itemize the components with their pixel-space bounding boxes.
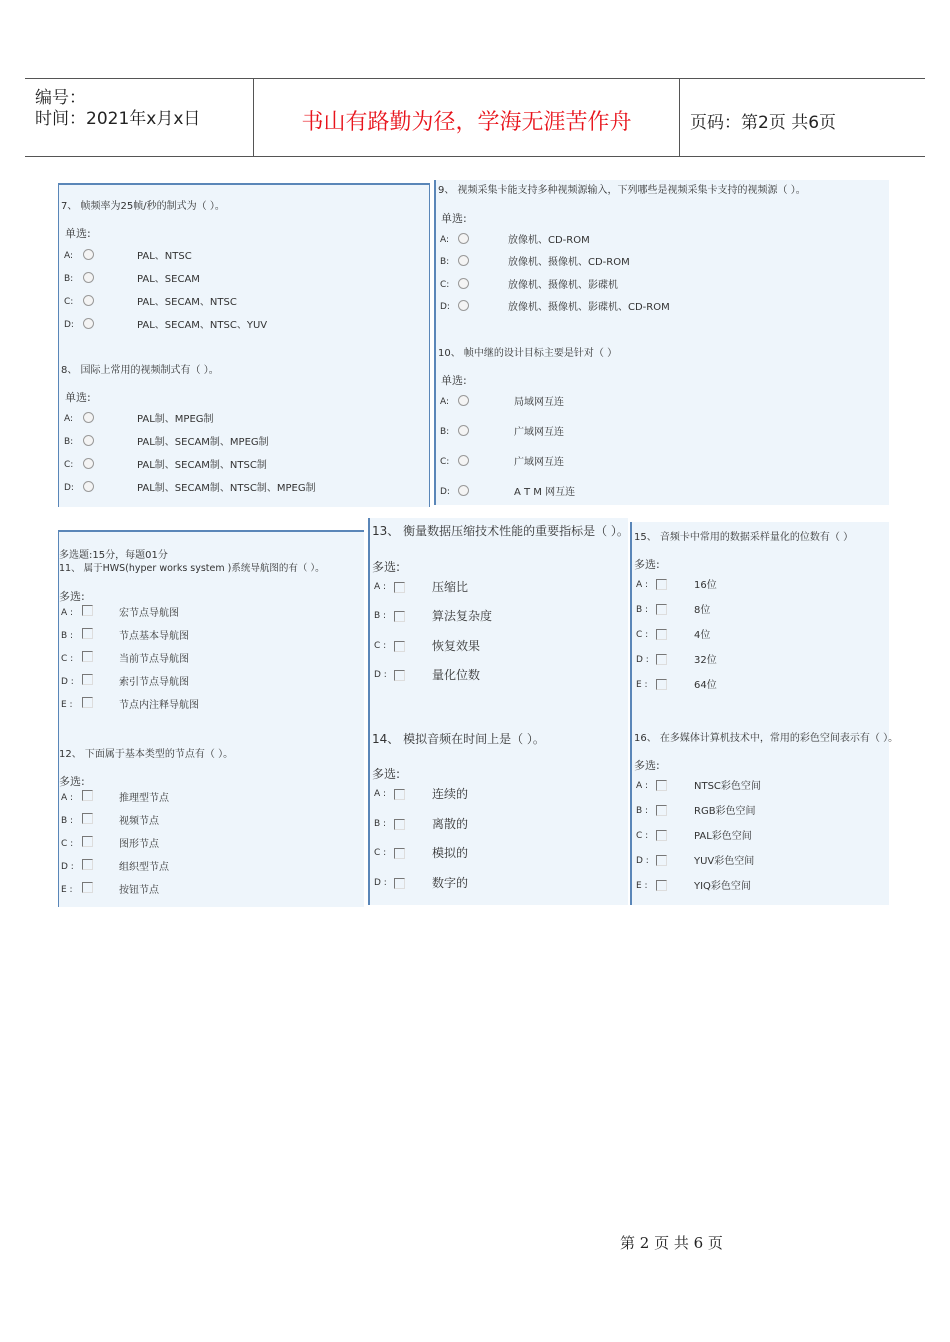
question-text: 7、 帧频率为25帧/秒的制式为（ ）。 [61, 201, 225, 212]
radio-button-icon[interactable] [458, 485, 469, 496]
option-letter: C : [61, 839, 74, 849]
option-text: A T M 网互连 [514, 487, 576, 498]
option-text: 当前节点导航图 [119, 654, 189, 665]
radio-option-b[interactable] [440, 423, 760, 439]
radio-button-icon[interactable] [83, 295, 94, 306]
checkbox-option-d[interactable] [61, 858, 321, 874]
radio-option-a[interactable] [440, 393, 760, 409]
question-text: 15、 音频卡中常用的数据采样量化的位数有（ ） [634, 532, 854, 543]
option-text: 索引节点导航图 [119, 677, 189, 688]
radio-button-icon[interactable] [458, 255, 469, 266]
radio-button-icon[interactable] [83, 458, 94, 469]
option-text: NTSC彩色空间 [694, 781, 761, 792]
option-text: PAL彩色空间 [694, 831, 752, 842]
question-type-label: 多选: [372, 560, 401, 574]
option-letter: B: [64, 274, 74, 284]
option-letter: E : [636, 881, 648, 891]
option-text: PAL制、MPEG制 [137, 414, 214, 425]
option-letter: A: [64, 414, 74, 424]
option-letter: D : [61, 862, 74, 872]
checkbox-option-d[interactable] [374, 666, 604, 682]
option-text: 64位 [694, 680, 717, 691]
question-type-label: 单选: [441, 374, 467, 387]
option-letter: D: [64, 483, 74, 493]
option-letter: A : [61, 608, 74, 618]
option-letter: E : [636, 680, 648, 690]
option-letter: C: [440, 280, 450, 290]
option-text: 离散的 [432, 817, 469, 831]
radio-option-b[interactable] [64, 270, 364, 286]
question-text: 16、 在多媒体计算机技术中，常用的彩色空间表示有（ ）。 [634, 733, 899, 744]
option-letter: B: [440, 427, 450, 437]
option-letter: D : [374, 878, 387, 888]
question-type-label: 多选: [372, 767, 401, 781]
question-text: 11、 属于HWS(hyper works system )系统导航图的有（ ）。 [59, 563, 325, 574]
checkbox-option-a[interactable] [61, 789, 321, 805]
checkbox-icon[interactable] [82, 605, 93, 616]
option-text: 8位 [694, 605, 711, 616]
page-label: 页码：第2页 共6页 [690, 113, 837, 133]
checkbox-option-c[interactable] [61, 650, 321, 666]
checkbox-option-b[interactable] [374, 607, 604, 623]
option-text: 数字的 [432, 876, 469, 890]
question-panel-q13-q14 [368, 518, 628, 905]
checkbox-icon[interactable] [394, 611, 405, 622]
radio-button-icon[interactable] [458, 455, 469, 466]
checkbox-option-d[interactable] [374, 874, 604, 890]
radio-option-c[interactable] [64, 293, 364, 309]
option-text: PAL制、SECAM制、MPEG制 [137, 437, 269, 448]
option-text: 放像机、摄像机、影碟机、CD-ROM [508, 302, 670, 313]
option-text: PAL、SECAM、NTSC [137, 297, 237, 308]
checkbox-icon[interactable] [82, 651, 93, 662]
option-text: PAL、SECAM [137, 274, 200, 285]
radio-option-a[interactable] [64, 410, 364, 426]
number-label: 编号： [35, 88, 86, 108]
radio-option-b[interactable] [440, 253, 760, 269]
radio-button-icon[interactable] [458, 395, 469, 406]
checkbox-option-c[interactable] [374, 844, 604, 860]
option-letter: D : [374, 670, 387, 680]
option-letter: B : [61, 631, 74, 641]
radio-button-icon[interactable] [83, 412, 94, 423]
checkbox-icon[interactable] [656, 805, 667, 816]
radio-option-a[interactable] [64, 247, 364, 263]
radio-button-icon[interactable] [83, 249, 94, 260]
option-letter: D: [440, 487, 450, 497]
option-text: 图形节点 [119, 839, 159, 850]
option-letter: B : [374, 611, 387, 621]
checkbox-icon[interactable] [656, 629, 667, 640]
radio-option-a[interactable] [440, 231, 760, 247]
option-text: 局域网互连 [514, 397, 564, 408]
option-letter: C: [440, 457, 450, 467]
question-text: 12、 下面属于基本类型的节点有（ ）。 [59, 749, 234, 760]
radio-option-d[interactable] [440, 298, 760, 314]
radio-button-icon[interactable] [83, 272, 94, 283]
checkbox-icon[interactable] [656, 679, 667, 690]
option-letter: D: [440, 302, 450, 312]
time-label: 时间：2021年x月x日 [35, 109, 201, 129]
option-text: 4位 [694, 630, 711, 641]
option-text: PAL制、SECAM制、NTSC制 [137, 460, 267, 471]
radio-option-b[interactable] [64, 433, 364, 449]
option-letter: B: [440, 257, 450, 267]
question-panel-q9-q10 [434, 180, 889, 505]
option-letter: E : [61, 700, 73, 710]
option-text: PAL、NTSC [137, 251, 192, 262]
radio-button-icon[interactable] [83, 435, 94, 446]
radio-button-icon[interactable] [458, 233, 469, 244]
checkbox-icon[interactable] [82, 674, 93, 685]
option-text: 16位 [694, 580, 717, 591]
option-letter: A: [64, 251, 74, 261]
question-text: 9、 视频采集卡能支持多种视频源输入，下列哪些是视频采集卡支持的视频源（ ）。 [438, 185, 806, 196]
checkbox-icon[interactable] [82, 813, 93, 824]
checkbox-option-b[interactable] [636, 601, 836, 617]
option-text: 模拟的 [432, 846, 469, 860]
question-text: 8、 国际上常用的视频制式有（ ）。 [61, 365, 219, 376]
checkbox-option-a[interactable] [61, 604, 321, 620]
option-letter: A : [61, 793, 74, 803]
checkbox-option-d[interactable] [636, 651, 836, 667]
option-text: 广域网互连 [514, 427, 564, 438]
option-letter: C: [64, 460, 74, 470]
checkbox-icon[interactable] [394, 848, 405, 859]
radio-button-icon[interactable] [458, 278, 469, 289]
checkbox-option-e[interactable] [61, 696, 321, 712]
option-text: PAL、SECAM、NTSC、YUV [137, 320, 268, 331]
document-header [25, 78, 925, 157]
checkbox-icon[interactable] [394, 582, 405, 593]
option-text: YIQ彩色空间 [694, 881, 751, 892]
option-text: 放像机、摄像机、影碟机 [508, 280, 618, 291]
checkbox-icon[interactable] [394, 789, 405, 800]
question-text: 14、 模拟音频在时间上是（ ）。 [372, 732, 545, 746]
option-letter: A : [374, 789, 387, 799]
motto: 书山有路勤为径，学海无涯苦作舟 [301, 110, 632, 135]
header-meta-cell [25, 79, 254, 156]
checkbox-option-b[interactable] [61, 812, 321, 828]
option-letter: C : [374, 641, 387, 651]
radio-option-d[interactable] [64, 479, 364, 495]
radio-button-icon[interactable] [458, 425, 469, 436]
option-text: 放像机、CD-ROM [508, 235, 590, 246]
checkbox-icon[interactable] [656, 855, 667, 866]
radio-option-c[interactable] [440, 453, 760, 469]
checkbox-option-d[interactable] [61, 673, 321, 689]
header-motto-cell [254, 79, 680, 156]
option-letter: D : [636, 856, 649, 866]
option-letter: C: [64, 297, 74, 307]
question-type-label: 多选: [634, 558, 660, 571]
question-type-label: 多选: [59, 590, 85, 603]
question-type-label: 单选: [441, 212, 467, 225]
checkbox-option-a[interactable] [636, 576, 836, 592]
option-letter: D : [636, 655, 649, 665]
checkbox-option-b[interactable] [374, 815, 604, 831]
checkbox-icon[interactable] [656, 830, 667, 841]
option-text: 推理型节点 [119, 793, 169, 804]
checkbox-option-c[interactable] [636, 827, 836, 843]
option-text: 按钮节点 [119, 885, 159, 896]
header-page-cell [680, 79, 925, 156]
option-text: 宏节点导航图 [119, 608, 179, 619]
checkbox-option-c[interactable] [374, 637, 604, 653]
radio-button-icon[interactable] [458, 300, 469, 311]
question-panel-q11-q12 [58, 530, 364, 907]
checkbox-icon[interactable] [82, 859, 93, 870]
option-letter: C : [61, 654, 74, 664]
checkbox-option-e[interactable] [636, 676, 836, 692]
option-text: 算法复杂度 [432, 609, 493, 623]
checkbox-icon[interactable] [656, 654, 667, 665]
option-text: 恢复效果 [432, 639, 481, 653]
option-letter: C : [636, 630, 649, 640]
option-text: 放像机、摄像机、CD-ROM [508, 257, 630, 268]
question-type-label: 单选: [65, 227, 91, 240]
radio-button-icon[interactable] [83, 318, 94, 329]
option-text: 节点基本导航图 [119, 631, 189, 642]
question-panel-q7-q8 [58, 183, 430, 507]
option-letter: A: [440, 235, 450, 245]
multi-choice-section-header: 多选题:15分，每题01分 [59, 550, 168, 561]
option-letter: B: [64, 437, 74, 447]
checkbox-icon[interactable] [82, 790, 93, 801]
radio-button-icon[interactable] [83, 481, 94, 492]
option-letter: A : [374, 582, 387, 592]
question-text: 10、 帧中继的设计目标主要是针对（ ） [438, 348, 618, 359]
checkbox-icon[interactable] [656, 780, 667, 791]
checkbox-option-a[interactable] [374, 785, 604, 801]
option-text: 组织型节点 [119, 862, 169, 873]
option-text: 连续的 [432, 787, 469, 801]
option-letter: D: [64, 320, 74, 330]
radio-option-d[interactable] [64, 316, 364, 332]
checkbox-option-b[interactable] [636, 802, 836, 818]
checkbox-icon[interactable] [656, 604, 667, 615]
option-letter: A: [440, 397, 450, 407]
checkbox-icon[interactable] [394, 641, 405, 652]
option-text: 视频节点 [119, 816, 159, 827]
option-letter: B : [636, 605, 649, 615]
checkbox-option-e[interactable] [636, 877, 836, 893]
question-type-label: 多选: [634, 759, 660, 772]
checkbox-option-c[interactable] [636, 626, 836, 642]
option-text: 量化位数 [432, 668, 481, 682]
option-text: 32位 [694, 655, 717, 666]
checkbox-icon[interactable] [656, 880, 667, 891]
checkbox-option-a[interactable] [636, 777, 836, 793]
option-letter: E : [61, 885, 73, 895]
option-letter: C : [636, 831, 649, 841]
option-letter: C : [374, 848, 387, 858]
radio-option-c[interactable] [64, 456, 364, 472]
option-text: RGB彩色空间 [694, 806, 756, 817]
option-letter: B : [374, 819, 387, 829]
radio-option-c[interactable] [440, 276, 760, 292]
checkbox-option-d[interactable] [636, 852, 836, 868]
checkbox-option-b[interactable] [61, 627, 321, 643]
checkbox-option-c[interactable] [61, 835, 321, 851]
checkbox-icon[interactable] [82, 836, 93, 847]
checkbox-icon[interactable] [394, 819, 405, 830]
checkbox-option-e[interactable] [61, 881, 321, 897]
option-text: 节点内注释导航图 [119, 700, 199, 711]
option-letter: B : [61, 816, 74, 826]
checkbox-option-a[interactable] [374, 578, 604, 594]
question-type-label: 单选: [65, 391, 91, 404]
checkbox-icon[interactable] [82, 882, 93, 893]
option-letter: D : [61, 677, 74, 687]
option-text: 广域网互连 [514, 457, 564, 468]
option-text: YUV彩色空间 [694, 856, 755, 867]
checkbox-icon[interactable] [394, 670, 405, 681]
option-letter: A : [636, 580, 649, 590]
option-text: PAL制、SECAM制、NTSC制、MPEG制 [137, 483, 316, 494]
page-footer: 第 2 页 共 6 页 [620, 1234, 723, 1252]
checkbox-icon[interactable] [82, 628, 93, 639]
option-text: 压缩比 [432, 580, 469, 594]
radio-option-d[interactable] [440, 483, 760, 499]
checkbox-icon[interactable] [656, 579, 667, 590]
checkbox-icon[interactable] [394, 878, 405, 889]
question-panel-q15-q16 [630, 522, 899, 905]
option-letter: B : [636, 806, 649, 816]
option-letter: A : [636, 781, 649, 791]
checkbox-icon[interactable] [82, 697, 93, 708]
question-type-label: 多选: [59, 775, 85, 788]
question-text: 13、 衡量数据压缩技术性能的重要指标是（ ）。 [372, 524, 629, 538]
